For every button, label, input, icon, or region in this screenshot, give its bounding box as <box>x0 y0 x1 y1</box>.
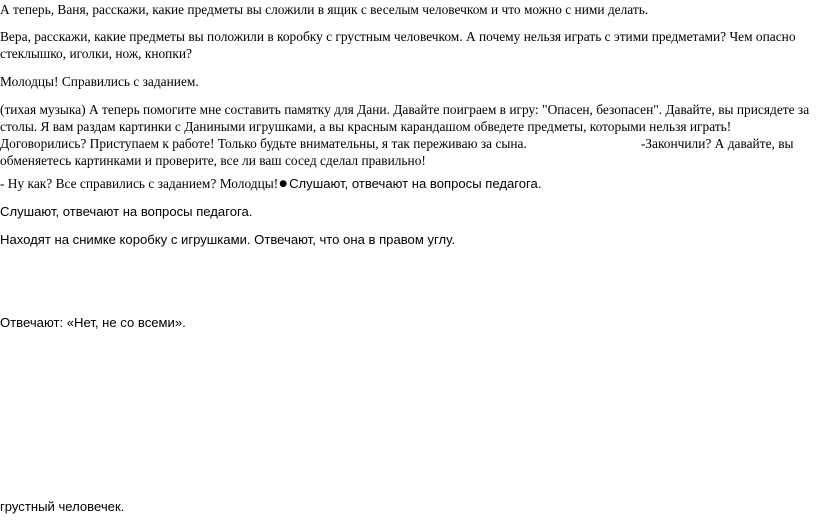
text-well-done: Молодцы! Справились с заданием. <box>0 74 199 89</box>
text-line-vanya <box>0 1 812 18</box>
text-block-game <box>0 101 812 169</box>
text-finished-question: -Закончили? А давайте, вы обменяетесь картинками и проверите, все ли ваш сосед сделал правильно! <box>0 136 794 168</box>
text-listen-inline: Слушают, отвечают на вопросы педагога. <box>289 176 542 191</box>
text-check-question: - Ну как? Все справились с заданием? Молодцы! <box>0 176 279 191</box>
text-find-box: Находят на снимке коробку с игрушками. Отвечают, что она в правом углу. <box>0 232 456 247</box>
text-line-well-done <box>0 73 812 90</box>
text-game-instructions: (тихая музыка) А теперь помогите мне составить памятку для Дани. Давайте поиграем в игру: "Опасен, безопасен". Давайте, вы присядете за столы. Я вам раздам картинки с Даниными игрушками, а вы красным карандашом обведете предметы, которыми нельзя играть! Договорились? Приступаем к работе! Только будьте внимательны, я так переживаю за сына. <box>0 102 810 151</box>
text-line-find-box <box>0 231 812 248</box>
text-sad-man: грустный человечек. <box>0 499 125 514</box>
text-line-answer <box>0 314 812 331</box>
text-listen: Слушают, отвечают на вопросы педагога. <box>0 204 253 219</box>
text-line-vera <box>0 28 812 62</box>
text-answer: Отвечают: «Нет, не со всеми». <box>0 315 186 330</box>
bullet-icon: ● <box>279 179 288 189</box>
text-line-sad-man <box>0 498 812 515</box>
text-vanya: А теперь, Ваня, расскажи, какие предметы вы сложили в ящик с веселым человечком и что можно с ними делать. <box>0 2 649 17</box>
text-vera: Вера, расскажи, какие предметы вы положили в коробку с грустным человечком. А почему нельзя играть с этими предметами? Чем опасно стеклышко, иголки, нож, кнопки? <box>0 29 796 61</box>
text-line-check <box>0 175 812 195</box>
text-line-listen <box>0 203 812 220</box>
